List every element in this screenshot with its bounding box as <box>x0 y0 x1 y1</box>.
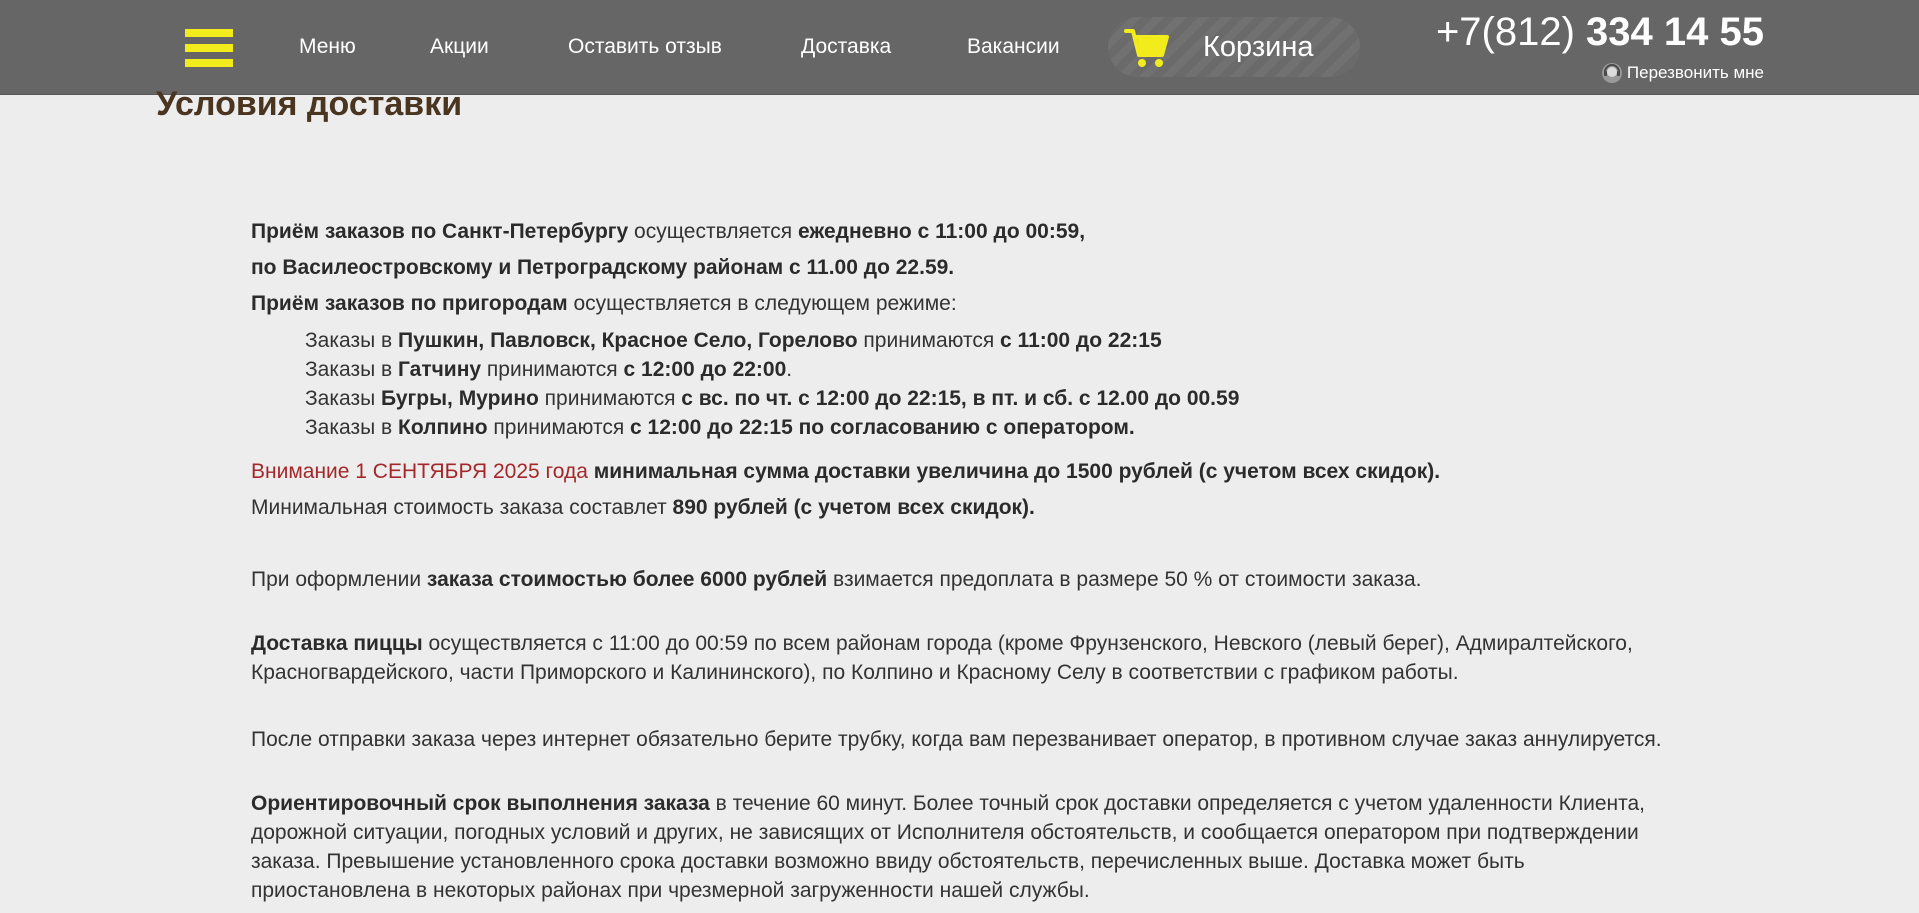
suburb-names: Гатчину <box>398 358 482 381</box>
burger-bar <box>185 44 233 52</box>
nav-item-review[interactable]: Оставить отзыв <box>568 35 722 58</box>
pizza-label: Доставка пиццы <box>251 632 423 655</box>
attention-notice <box>251 457 1440 486</box>
nav-item-menu[interactable]: Меню <box>299 35 356 58</box>
operator-icon <box>1601 62 1623 84</box>
suburb-time: с 12:00 до 22:15 по согласованию с оператором. <box>630 416 1135 439</box>
burger-bar <box>185 59 233 67</box>
spb-label: Приём заказов по Санкт-Петербургу <box>251 220 629 243</box>
callback-link[interactable] <box>1601 62 1764 84</box>
hamburger-icon[interactable] <box>185 29 233 67</box>
suburb-names: Бугры, Мурино <box>381 387 539 410</box>
nav-item-promos[interactable]: Акции <box>430 35 489 58</box>
text: Заказы в <box>305 416 399 439</box>
suburb-line-bugry <box>305 384 1239 413</box>
suburb-names: Пушкин, Павловск, Красное Село, Горелово <box>398 329 858 352</box>
text: После отправки заказа через интернет обязательно берите трубку, когда вам перезванивает оператор, в противном случае заказ аннулируется. <box>251 728 1662 751</box>
text: . <box>786 358 793 381</box>
cart-label: Корзина <box>1203 31 1314 63</box>
nav-item-delivery[interactable]: Доставка <box>801 35 892 58</box>
vo-petrograd-hours <box>251 253 954 282</box>
suburbs-label: Приём заказов по пригородам <box>251 292 568 315</box>
text: Минимальная стоимость заказа составлет <box>251 496 673 519</box>
phone-digits: 334 14 55 <box>1586 10 1764 54</box>
spb-time: ежедневно с 11:00 до 00:59, <box>797 220 1086 243</box>
text: принимаются <box>481 358 624 381</box>
text: принимаются <box>487 416 631 439</box>
cart-icon <box>1124 27 1170 69</box>
phone-prefix: +7(812) <box>1435 10 1575 54</box>
page-title: Условия доставки <box>156 85 463 123</box>
phone-number[interactable] <box>1436 10 1764 55</box>
suburb-line-gatchina <box>305 355 792 384</box>
text: Заказы <box>305 387 382 410</box>
suburb-line-pushkin <box>305 326 1162 355</box>
suburbs-hours <box>251 289 957 318</box>
phone-note <box>251 725 1671 754</box>
attention-label: Внимание 1 СЕНТЯБРЯ 2025 года <box>251 460 588 483</box>
suburb-time: с вс. по чт. с 12:00 до 22:15, в пт. и сб. с 12.00 до 00.59 <box>681 387 1240 410</box>
suburb-line-kolpino <box>305 413 1135 442</box>
min-order-amount: 890 рублей (с учетом всех скидок). <box>672 496 1035 519</box>
vo-petrograd-text: по Василеостровскому и Петроградскому районам с 11.00 до 22.59. <box>251 256 955 279</box>
min-order <box>251 493 1035 522</box>
pizza-delivery <box>251 629 1671 687</box>
text: принимаются <box>857 329 1001 352</box>
prepayment-note <box>251 565 1421 594</box>
text: Заказы в <box>305 358 399 381</box>
site-header <box>0 0 1919 95</box>
timing-label: Ориентировочный срок выполнения заказа <box>251 792 710 815</box>
spb-hours <box>251 217 1085 246</box>
text: принимаются <box>538 387 682 410</box>
suburb-time: с 11:00 до 22:15 <box>1000 329 1162 352</box>
suburb-time: с 12:00 до 22:00 <box>623 358 787 381</box>
text: взимается предоплата в размере 50 % от стоимости заказа. <box>827 568 1422 591</box>
text: в течение 60 минут. Более точный срок доставки определяется с учетом удаленности Клиента, дорожной ситуации, погодных условий и других, не зависящих от Исполнителя обстоятельств, и сообщается оператором при подтверждении заказа. Превышение установленного срока доставки возможно ввиду обстоятельств, перечисленных выше. Доставка может быть приостановлена в некоторых районах при чрезмерной загруженности нашей службы. <box>251 792 1645 902</box>
suburb-names: Колпино <box>398 416 488 439</box>
cart-button[interactable] <box>1108 17 1360 77</box>
prepay-threshold: заказа стоимостью более 6000 рублей <box>426 568 828 591</box>
text: Заказы в <box>305 329 399 352</box>
nav-item-vacancies[interactable]: Вакансии <box>967 35 1060 58</box>
delivery-time <box>251 789 1671 905</box>
burger-bar <box>185 29 233 37</box>
text: осуществляется в следующем режиме: <box>567 292 957 315</box>
text: При оформлении <box>251 568 427 591</box>
attention-text: минимальная сумма доставки увеличина до 1500 рублей (с учетом всех скидок). <box>587 460 1441 483</box>
callback-label: Перезвонить мне <box>1626 63 1764 82</box>
text: осуществляется с 11:00 до 00:59 по всем районам города (кроме Фрунзенского, Невского (левый берег), Адмиралтейского, Красногвардейского, части Приморского и Калининского), по Колпино и Красному Селу в соответствии с графиком работы. <box>251 632 1633 684</box>
text: осуществляется <box>628 220 798 243</box>
